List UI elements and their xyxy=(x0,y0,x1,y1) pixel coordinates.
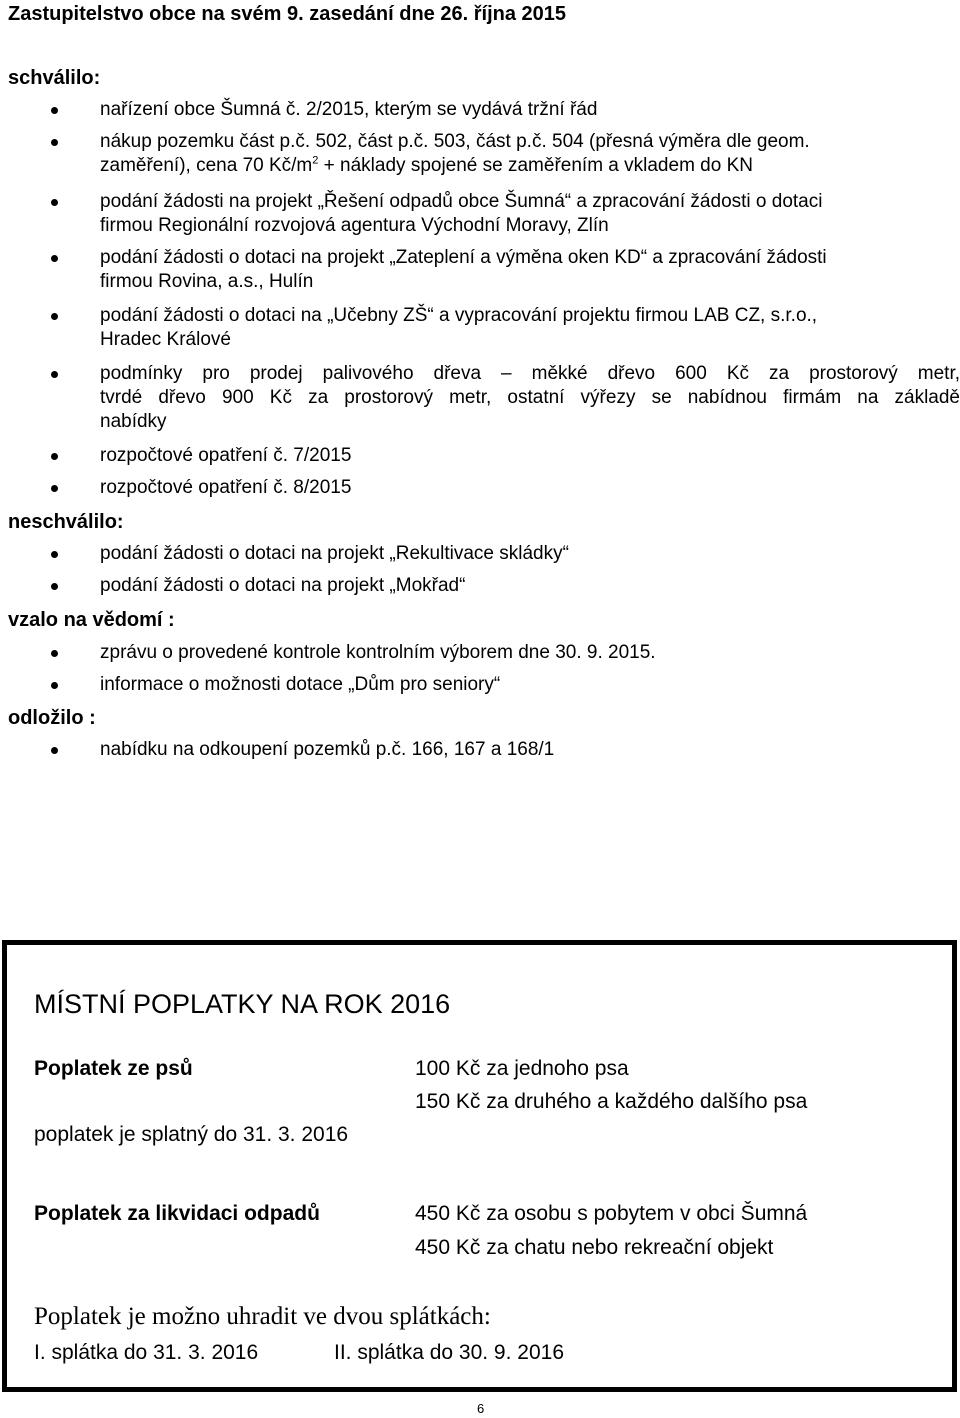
bullet-icon xyxy=(51,107,58,114)
list-item: rozpočtové opatření č. 7/2015 xyxy=(100,444,960,468)
waste-fee-label: Poplatek za likvidaci odpadů xyxy=(34,1202,320,1225)
bullet-icon xyxy=(51,747,58,754)
page-number: 6 xyxy=(477,1401,485,1416)
waste-fee-rate-2: 450 Kč za chatu nebo rekreační objekt xyxy=(415,1236,774,1259)
page-title: Zastupitelstvo obce na svém 9. zasedání dne 26. října 2015 xyxy=(8,3,567,25)
list-item: zprávu o provedené kontrole kontrolním výborem dne 30. 9. 2015. xyxy=(100,641,960,665)
local-fees-box xyxy=(2,940,957,1392)
bullet-icon xyxy=(51,371,58,378)
section-heading-noted: vzalo na vědomí : xyxy=(8,609,175,631)
bullet-icon xyxy=(51,551,58,558)
section-heading-rejected: neschválilo: xyxy=(8,511,124,533)
installments-note: Poplatek je možno uhradit ve dvou splátkách: xyxy=(34,1303,491,1330)
list-item: nařízení obce Šumná č. 2/2015, kterým se vydává tržní řád xyxy=(100,98,960,122)
section-heading-approved: schválilo: xyxy=(8,67,101,89)
dog-fee-label: Poplatek ze psů xyxy=(34,1057,193,1080)
list-item: podání žádosti o dotaci na projekt „Zateplení a výměna oken KD“ a zpracování žádosti firmou Rovina, a.s., Hulín xyxy=(100,246,960,294)
dog-fee-rate-1: 100 Kč za jednoho psa xyxy=(415,1057,629,1080)
list-item: podání žádosti o dotaci na projekt „Mokřad“ xyxy=(100,574,960,598)
bullet-icon xyxy=(51,682,58,689)
list-item: podání žádosti o dotaci na projekt „Rekultivace skládky“ xyxy=(100,542,960,566)
bullet-icon xyxy=(51,255,58,262)
bullet-icon xyxy=(51,583,58,590)
bullet-icon xyxy=(51,453,58,460)
list-item: podání žádosti na projekt „Řešení odpadů obce Šumná“ a zpracování žádosti o dotaci firmou Regionální rozvojová agentura Východní Moravy, Zlín xyxy=(100,190,960,238)
bullet-icon xyxy=(51,199,58,206)
section-heading-postponed: odložilo : xyxy=(8,707,96,729)
list-item: rozpočtové opatření č. 8/2015 xyxy=(100,476,960,500)
bullet-icon xyxy=(51,139,58,146)
installment-1: I. splátka do 31. 3. 2016 xyxy=(34,1341,259,1364)
bullet-icon xyxy=(51,313,58,320)
bullet-icon xyxy=(51,650,58,657)
fees-title: MÍSTNÍ POPLATKY NA ROK 2016 xyxy=(34,989,451,1019)
list-item: podmínky pro prodej palivového dřeva – měkké dřevo 600 Kč za prostorový metr, tvrdé dřevo 900 Kč za prostorový metr, ostatní výřezy se nabídnou firmám na základě nabídky xyxy=(100,362,960,434)
waste-fee-rate-1: 450 Kč za osobu s pobytem v obci Šumná xyxy=(415,1202,808,1225)
dog-fee-rate-2: 150 Kč za druhého a každého dalšího psa xyxy=(415,1090,808,1113)
list-item: informace o možnosti dotace „Dům pro seniory“ xyxy=(100,673,960,697)
list-item: nabídku na odkoupení pozemků p.č. 166, 167 a 168/1 xyxy=(100,738,960,762)
dog-fee-due: poplatek je splatný do 31. 3. 2016 xyxy=(34,1123,349,1146)
list-item: nákup pozemku část p.č. 502, část p.č. 503, část p.č. 504 (přesná výměra dle geom. zaměření), cena 70 $Kč/m^2$ + náklady spojené se zaměřením a vkladem do KN xyxy=(100,130,960,178)
bullet-icon xyxy=(51,485,58,492)
list-item: podání žádosti o dotaci na „Učebny ZŠ“ a vypracování projektu firmou LAB CZ, s.r.o., Hradec Králové xyxy=(100,304,960,352)
installment-2: II. splátka do 30. 9. 2016 xyxy=(334,1341,564,1364)
